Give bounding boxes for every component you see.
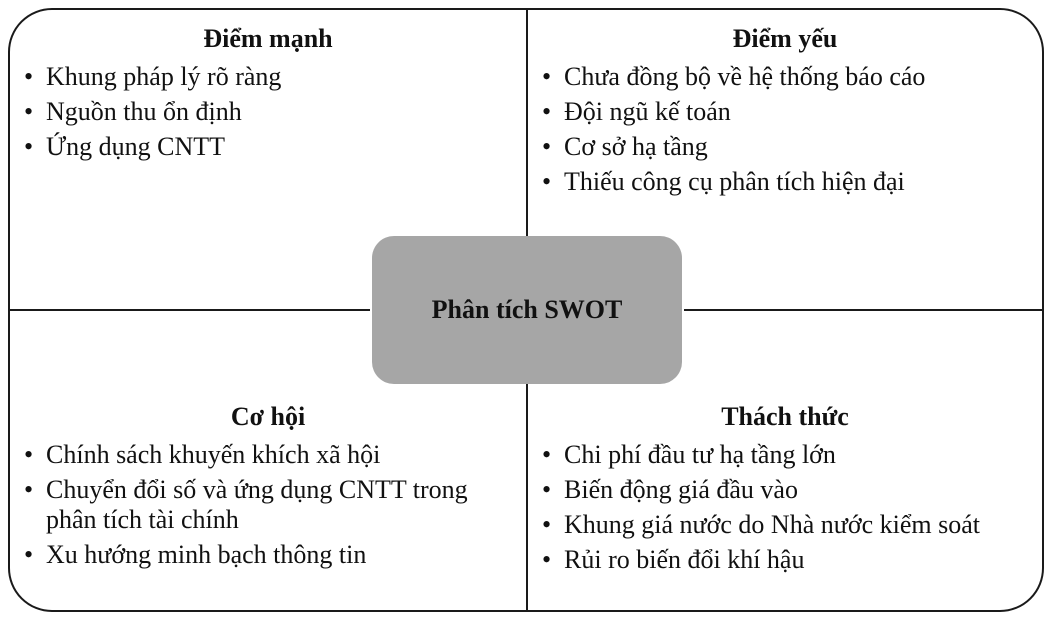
list-item (528, 132, 1042, 162)
quadrant-strengths (10, 24, 526, 167)
center-box (372, 236, 682, 384)
divider-horizontal-left (10, 309, 370, 311)
bullet-icon: • (24, 97, 34, 126)
list-item-text: Chuyển đổi số và ứng dụng CNTT trong phân tích tài chính (46, 475, 468, 534)
list-item-text: Biến động giá đầu vào (564, 475, 798, 504)
list-item-text: Khung giá nước do Nhà nước kiểm soát (564, 510, 980, 539)
list-item (10, 62, 526, 92)
list-item-text: Thiếu công cụ phân tích hiện đại (564, 167, 905, 196)
list-item (528, 510, 1042, 540)
bullet-icon: • (542, 545, 552, 574)
quadrant-title-strengths: Điểm mạnh (203, 24, 333, 53)
list-item (10, 540, 526, 570)
list-strengths (10, 62, 526, 162)
bullet-icon: • (24, 540, 34, 569)
list-item-text: Nguồn thu ổn định (46, 97, 242, 126)
list-item-text: Chưa đồng bộ về hệ thống báo cáo (564, 62, 926, 91)
quadrant-weaknesses (528, 24, 1042, 202)
center-title: Phân tích SWOT (431, 295, 623, 324)
list-item-text: Xu hướng minh bạch thông tin (46, 540, 367, 569)
bullet-icon: • (542, 510, 552, 539)
list-item (528, 167, 1042, 197)
bullet-icon: • (542, 62, 552, 91)
quadrant-threats (528, 402, 1042, 580)
quadrant-title-weaknesses: Điểm yếu (732, 24, 838, 53)
list-item-text: Ứng dụng CNTT (46, 132, 226, 161)
quadrant-opportunities (10, 402, 526, 575)
list-item (528, 440, 1042, 470)
quadrant-title-threats: Thách thức (721, 402, 849, 431)
list-item (10, 440, 526, 470)
divider-horizontal-right (684, 309, 1042, 311)
list-item (528, 62, 1042, 92)
bullet-icon: • (24, 62, 34, 91)
bullet-icon: • (542, 440, 552, 469)
bullet-icon: • (542, 475, 552, 504)
list-item (528, 475, 1042, 505)
list-item-text: Cơ sở hạ tầng (564, 132, 708, 161)
list-item (528, 97, 1042, 127)
list-item (10, 475, 526, 535)
list-item (528, 545, 1042, 575)
list-threats (528, 440, 1042, 575)
list-item-text: Rủi ro biến đổi khí hậu (564, 545, 805, 574)
bullet-icon: • (24, 132, 34, 161)
bullet-icon: • (24, 475, 34, 504)
bullet-icon: • (542, 97, 552, 126)
bullet-icon: • (542, 167, 552, 196)
list-opportunities (10, 440, 526, 570)
bullet-icon: • (542, 132, 552, 161)
list-item-text: Đội ngũ kế toán (564, 97, 731, 126)
list-item (10, 132, 526, 162)
quadrant-title-opportunities: Cơ hội (230, 402, 306, 431)
list-item-text: Khung pháp lý rõ ràng (46, 62, 282, 91)
bullet-icon: • (24, 440, 34, 469)
list-item-text: Chính sách khuyến khích xã hội (46, 440, 381, 469)
list-item-text: Chi phí đầu tư hạ tầng lớn (564, 440, 836, 469)
list-weaknesses (528, 62, 1042, 197)
list-item (10, 97, 526, 127)
